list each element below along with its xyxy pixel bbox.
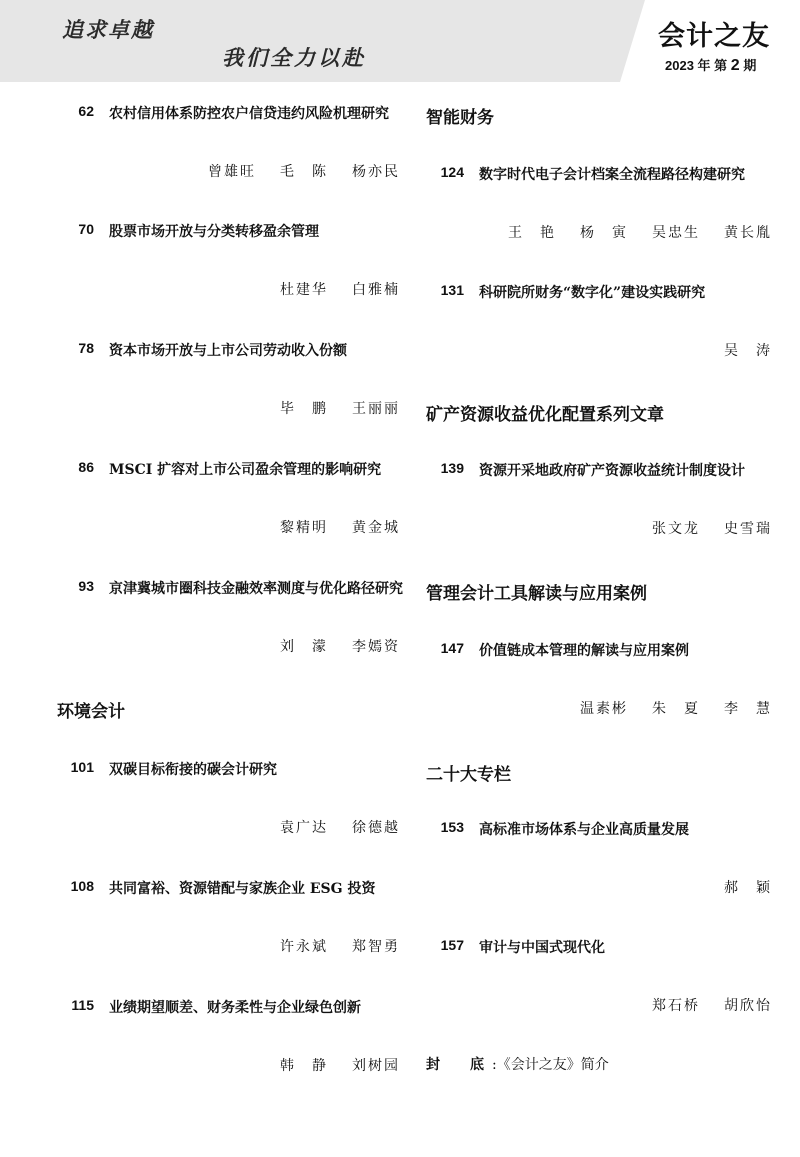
page-number: 139 <box>440 460 464 476</box>
page-number: 115 <box>71 997 94 1013</box>
article-title: 农村信用体系防控农户信贷违约风险机理研究 <box>109 106 389 122</box>
author-name: 温素彬 <box>580 701 628 717</box>
article-title: 业绩期望顺差、财务柔性与企业绿色创新 <box>109 1000 361 1016</box>
issue-year: 2023 年 第 <box>665 58 728 73</box>
author-name: 黎精明 <box>280 520 328 536</box>
author-name: 史雪瑞 <box>724 521 772 537</box>
author-name: 韩 静 <box>280 1058 328 1074</box>
article-title: 审计与中国式现代化 <box>479 940 605 956</box>
author-name: 王丽丽 <box>352 401 400 417</box>
article-title: 京津冀城市圈科技金融效率测度与优化路径研究 <box>109 581 403 597</box>
issue-info <box>665 55 756 75</box>
page-number: 93 <box>78 578 94 594</box>
author-name: 王 艳 <box>508 225 556 241</box>
author-name: 曾雄旺 <box>208 164 256 180</box>
back-cover-text: :《会计之友》简介 <box>492 1057 609 1073</box>
author-name: 郝 颖 <box>724 880 772 896</box>
issue-number: 2 <box>730 57 740 74</box>
article-title: 双碳目标衔接的碳会计研究 <box>109 762 277 778</box>
author-name: 杨亦民 <box>352 164 400 180</box>
page-number: 108 <box>70 878 94 894</box>
issue-suffix: 期 <box>743 58 757 73</box>
author-name: 张文龙 <box>652 521 700 537</box>
section-heading: 智能财务 <box>426 108 494 127</box>
article-title: MSCI 扩容对上市公司盈余管理的影响研究 <box>109 462 382 478</box>
page-number: 157 <box>440 937 464 953</box>
page-number: 86 <box>78 459 94 475</box>
author-name: 郑智勇 <box>352 939 400 955</box>
author-name: 毛 陈 <box>280 164 328 180</box>
page-number: 131 <box>440 282 464 298</box>
page-number: 147 <box>440 640 464 656</box>
article-title: 数字时代电子会计档案全流程路径构建研究 <box>479 167 745 183</box>
section-heading: 环境会计 <box>57 702 125 721</box>
author-name: 刘 濛 <box>280 639 328 655</box>
author-name: 郑石桥 <box>652 998 700 1014</box>
back-cover-note <box>426 1054 609 1074</box>
author-name: 徐德越 <box>352 820 400 836</box>
slogan-line-2: 我们全力以赴 <box>222 45 366 70</box>
page-number: 153 <box>440 819 464 835</box>
article-title: 高标准市场体系与企业高质量发展 <box>479 822 689 838</box>
page-number: 101 <box>70 759 94 775</box>
article-title: 资本市场开放与上市公司劳动收入份额 <box>109 343 347 359</box>
author-name: 毕 鹏 <box>280 401 328 417</box>
section-heading: 管理会计工具解读与应用案例 <box>426 584 647 603</box>
author-name: 刘树园 <box>352 1058 400 1074</box>
article-title: 股票市场开放与分类转移盈余管理 <box>109 224 319 240</box>
author-name: 黄长胤 <box>724 225 772 241</box>
author-name: 黄金城 <box>352 520 400 536</box>
author-name: 杨 寅 <box>580 225 628 241</box>
page-number: 78 <box>78 340 94 356</box>
page-number: 62 <box>78 103 94 119</box>
article-title: 价值链成本管理的解读与应用案例 <box>479 643 689 659</box>
page-number: 124 <box>440 164 464 180</box>
article-title: 共同富裕、资源错配与家族企业 ESG 投资 <box>109 881 376 897</box>
author-name: 白雅楠 <box>352 282 400 298</box>
section-heading: 矿产资源收益优化配置系列文章 <box>426 405 664 424</box>
article-title: 资源开采地政府矿产资源收益统计制度设计 <box>479 463 745 479</box>
page-number: 70 <box>78 221 94 237</box>
author-name: 袁广达 <box>280 820 328 836</box>
author-name: 吴 涛 <box>724 343 772 359</box>
author-name: 朱 夏 <box>652 701 700 717</box>
magazine-title: 会计之友 <box>658 21 770 51</box>
section-heading: 二十大专栏 <box>426 765 511 784</box>
author-name: 许永斌 <box>280 939 328 955</box>
author-name: 吴忠生 <box>652 225 700 241</box>
author-name: 杜建华 <box>280 282 328 298</box>
author-name: 李 慧 <box>724 701 772 717</box>
author-name: 李嫣资 <box>352 639 400 655</box>
slogan-line-1: 追求卓越 <box>62 17 154 42</box>
article-title: 科研院所财务“数字化”建设实践研究 <box>479 285 706 301</box>
author-name: 胡欣怡 <box>724 998 772 1014</box>
back-cover-label: 封 底 <box>426 1057 492 1073</box>
